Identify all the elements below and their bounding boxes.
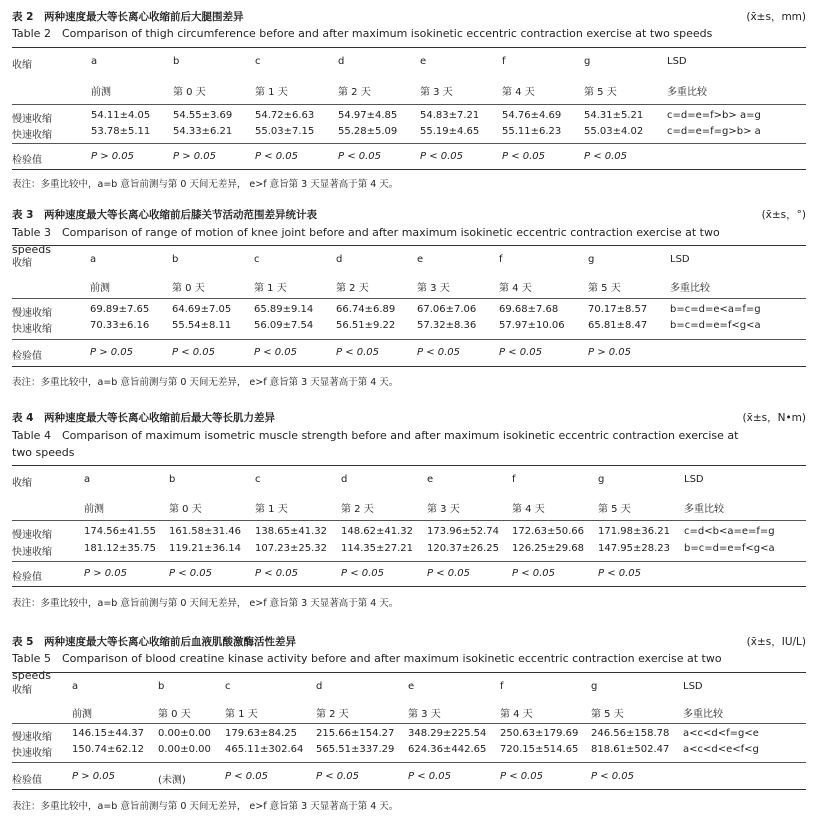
data-cell: 66.74±6.89 [336,304,396,315]
data-cell: 172.63±50.66 [512,526,584,537]
data-cell: 54.76±4.69 [502,110,562,121]
header-cell: e [427,474,434,485]
header-cell: g [591,681,598,692]
data-cell: 174.56±41.55 [84,526,156,537]
subheader-cell: 第 4 天 [502,87,535,98]
test-label: 检验值 [12,351,42,362]
subheader-cell: 前测 [90,283,110,294]
header-cell: c [225,681,231,692]
subheader-cell: 前测 [91,87,111,98]
test-cell: P < 0.05 [500,771,544,782]
table-title-en: Table 5 Comparison of blood creatine kinase activity before and after maximum isokinetic eccentric contraction exercise at two speeds [12,652,722,682]
data-cell: 69.89±7.65 [90,304,150,315]
data-cell: 246.56±158.78 [591,728,670,739]
row-label: 慢速收缩 [12,308,52,319]
data-cell: 119.21±36.14 [169,543,241,554]
table-title-cn: 表 2 两种速度最大等长离心收缩前后大腿围差异 [12,11,244,23]
header-cell: c [255,474,261,485]
header-cell: c [255,56,261,67]
data-cell: 55.54±8.11 [172,320,232,331]
data-cell: c=d=e=f>b> a=g [667,110,761,121]
table-top-rule [12,465,806,466]
data-cell: 65.81±8.47 [588,320,648,331]
data-cell: 720.15±514.65 [500,744,579,755]
subheader-cell: 第 3 天 [427,504,460,515]
table-note: 表注：多重比较中，a=b 意旨前测与第 0 天间无差异， e>f 意旨第 3 天显著高于第 4 天。 [12,801,399,812]
header-rule [12,520,806,521]
table-title-en: Table 4 Comparison of maximum isometric muscle strength before and after maximum isokinetic eccentric contraction exercise at two speeds [12,429,739,459]
header-cell: d [341,474,348,485]
table-title-en: Table 3 Comparison of range of motion of knee joint before and after maximum isokinetic eccentric contraction exercise at two speeds [12,226,720,256]
subheader-cell: 多重比较 [670,283,710,294]
subheader-cell: 第 2 天 [338,87,371,98]
row-label: 快速收缩 [12,547,52,558]
header-cell: a [91,56,98,67]
test-cell: P > 0.05 [72,771,116,782]
subheader-cell: 第 5 天 [584,87,617,98]
test-cell: P > 0.05 [91,151,135,162]
test-cell: P < 0.05 [255,151,299,162]
data-cell: 171.98±36.21 [598,526,670,537]
test-label: 检验值 [12,572,42,583]
data-cell: c=d<b<a=e=f=g [684,526,775,537]
data-cell: 120.37±26.25 [427,543,499,554]
table-unit: (x̄±s，°) [761,209,806,221]
data-cell: 146.15±44.37 [72,728,144,739]
subheader-cell: 第 3 天 [417,283,450,294]
subheader-cell: 前测 [84,504,104,515]
subheader-cell: 第 2 天 [316,709,349,720]
data-cell: 54.83±7.21 [420,110,480,121]
test-cell: P < 0.05 [499,347,543,358]
test-cell: P < 0.05 [417,347,461,358]
table-note: 表注：多重比较中，a=b 意旨前测与第 0 天间无差异， e>f 意旨第 3 天显著高于第 4 天。 [12,377,399,388]
table-title-cn: 表 3 两种速度最大等长离心收缩前后膝关节活动范围差异统计表 [12,209,317,221]
header-cell: LSD [667,56,687,67]
data-cell: 57.97±10.06 [499,320,565,331]
header-cell: 收缩 [12,60,32,71]
data-cell: 69.68±7.68 [499,304,559,315]
test-cell: P < 0.05 [427,568,471,579]
subheader-cell: 第 0 天 [158,709,191,720]
table-bottom-rule [12,366,806,367]
data-cell: 56.51±9.22 [336,320,396,331]
data-cell: 70.17±8.57 [588,304,648,315]
test-cell: P < 0.05 [225,771,269,782]
test-label: 检验值 [12,775,42,786]
data-cell: 54.72±6.63 [255,110,315,121]
subheader-cell: 第 5 天 [598,504,631,515]
data-cell: 173.96±52.74 [427,526,499,537]
table-bottom-rule [12,789,806,790]
header-cell: g [598,474,605,485]
data-cell: 161.58±31.46 [169,526,241,537]
data-cell: 250.63±179.69 [500,728,579,739]
table-top-rule [12,245,806,246]
test-cell: P > 0.05 [84,568,128,579]
data-cell: 565.51±337.29 [316,744,395,755]
header-rule [12,723,806,724]
test-cell: P < 0.05 [169,568,213,579]
data-cell: 70.33±6.16 [90,320,150,331]
data-cell: 147.95±28.23 [598,543,670,554]
subheader-cell: 第 5 天 [591,709,624,720]
table-title-cn: 表 4 两种速度最大等长离心收缩前后最大等长肌力差异 [12,412,275,424]
header-cell: f [500,681,504,692]
subheader-cell: 第 0 天 [173,87,206,98]
data-cell: 114.35±27.21 [341,543,413,554]
header-cell: 收缩 [12,685,32,696]
data-cell: 138.65±41.32 [255,526,327,537]
header-cell: b [172,254,179,265]
table-unit: (x̄±s，IU/L) [746,636,806,648]
table-title-cn: 表 5 两种速度最大等长离心收缩前后血液肌酸激酶活性差异 [12,636,296,648]
header-cell: b [158,681,165,692]
data-cell: 0.00±0.00 [158,728,211,739]
table-title-en: Table 2 Comparison of thigh circumference before and after maximum isokinetic eccentric contraction exercise at two speeds [12,27,713,40]
test-label: 检验值 [12,155,42,166]
test-cell: P < 0.05 [255,568,299,579]
test-cell: P < 0.05 [502,151,546,162]
table-unit: (x̄±s，mm) [746,11,806,23]
data-cell: 57.32±8.36 [417,320,477,331]
table-bottom-rule [12,169,806,170]
header-cell: e [417,254,424,265]
header-cell: f [502,56,506,67]
header-cell: b [169,474,176,485]
table-top-rule [12,672,806,673]
subheader-cell: 第 1 天 [225,709,258,720]
data-cell: 55.03±4.02 [584,126,644,137]
header-rule [12,298,806,299]
data-cell: 54.11±4.05 [91,110,151,121]
subheader-cell: 第 4 天 [512,504,545,515]
subheader-cell: 第 1 天 [254,283,287,294]
test-cell: P < 0.05 [408,771,452,782]
header-cell: d [338,56,345,67]
data-cell: 148.62±41.32 [341,526,413,537]
row-label: 慢速收缩 [12,530,52,541]
header-cell: g [584,56,591,67]
body-rule [12,143,806,144]
row-label: 快速收缩 [12,130,52,141]
subheader-cell: 第 5 天 [588,283,621,294]
data-cell: 107.23±25.32 [255,543,327,554]
data-cell: 126.25±29.68 [512,543,584,554]
data-cell: 56.09±7.54 [254,320,314,331]
data-cell: a<c<d<e<f<g [683,744,759,755]
table-bottom-rule [12,586,806,587]
body-rule [12,339,806,340]
header-cell: b [173,56,180,67]
header-cell: c [254,254,260,265]
test-cell: P < 0.05 [591,771,635,782]
data-cell: 54.55±3.69 [173,110,233,121]
test-cell: P < 0.05 [420,151,464,162]
subheader-cell: 前测 [72,709,92,720]
subheader-cell: 第 3 天 [408,709,441,720]
header-cell: e [420,56,427,67]
subheader-cell: 多重比较 [683,709,723,720]
data-cell: a<c<d<f=g<e [683,728,759,739]
data-cell: 0.00±0.00 [158,744,211,755]
test-cell: P > 0.05 [588,347,632,358]
data-cell: b=c=d=e=f<g<a [670,320,761,331]
test-cell: P < 0.05 [598,568,642,579]
header-cell: g [588,254,595,265]
test-cell: P < 0.05 [336,347,380,358]
row-label: 慢速收缩 [12,114,52,125]
data-cell: 818.61±502.47 [591,744,670,755]
subheader-cell: 第 1 天 [255,504,288,515]
row-label: 快速收缩 [12,324,52,335]
header-cell: 收缩 [12,478,32,489]
data-cell: 181.12±35.75 [84,543,156,554]
table-unit: (x̄±s，N•m) [742,412,806,424]
header-cell: LSD [670,254,690,265]
header-cell: a [90,254,97,265]
subheader-cell: 第 4 天 [499,283,532,294]
table-note: 表注：多重比较中，a=b 意旨前测与第 0 天间无差异， e>f 意旨第 3 天显著高于第 4 天。 [12,598,399,609]
data-cell: 54.31±5.21 [584,110,644,121]
test-cell: P < 0.05 [254,347,298,358]
body-rule [12,561,806,562]
header-rule [12,104,806,105]
data-cell: 67.06±7.06 [417,304,477,315]
test-cell: (未测) [158,775,186,786]
header-cell: d [336,254,343,265]
data-cell: 55.11±6.23 [502,126,562,137]
subheader-cell: 第 0 天 [169,504,202,515]
subheader-cell: 第 4 天 [500,709,533,720]
subheader-cell: 第 2 天 [336,283,369,294]
row-label: 慢速收缩 [12,732,52,743]
data-cell: 150.74±62.12 [72,744,144,755]
table-note: 表注：多重比较中，a=b 意旨前测与第 0 天间无差异， e>f 意旨第 3 天显著高于第 4 天。 [12,179,399,190]
subheader-cell: 第 0 天 [172,283,205,294]
test-cell: P > 0.05 [173,151,217,162]
data-cell: 54.33±6.21 [173,126,233,137]
header-cell: a [84,474,91,485]
subheader-cell: 第 3 天 [420,87,453,98]
row-label: 快速收缩 [12,748,52,759]
data-cell: 55.19±4.65 [420,126,480,137]
header-cell: 收缩 [12,258,32,269]
subheader-cell: 第 2 天 [341,504,374,515]
data-cell: 65.89±9.14 [254,304,314,315]
data-cell: b=c=d=e<a=f=g [670,304,761,315]
test-cell: P < 0.05 [316,771,360,782]
header-cell: f [499,254,503,265]
test-cell: P < 0.05 [512,568,556,579]
test-cell: P > 0.05 [90,347,134,358]
data-cell: 53.78±5.11 [91,126,151,137]
data-cell: c=d=e=f=g>b> a [667,126,761,137]
test-cell: P < 0.05 [341,568,385,579]
table-top-rule [12,47,806,48]
data-cell: 465.11±302.64 [225,744,304,755]
header-cell: f [512,474,516,485]
header-cell: d [316,681,323,692]
header-cell: a [72,681,79,692]
header-cell: LSD [684,474,704,485]
data-cell: 624.36±442.65 [408,744,487,755]
test-cell: P < 0.05 [338,151,382,162]
body-rule [12,762,806,763]
data-cell: 64.69±7.05 [172,304,232,315]
test-cell: P < 0.05 [172,347,216,358]
data-cell: 215.66±154.27 [316,728,395,739]
subheader-cell: 多重比较 [684,504,724,515]
data-cell: 179.63±84.25 [225,728,297,739]
header-cell: LSD [683,681,703,692]
data-cell: 55.03±7.15 [255,126,315,137]
data-cell: b=c=d=e=f<g<a [684,543,775,554]
data-cell: 55.28±5.09 [338,126,398,137]
subheader-cell: 多重比较 [667,87,707,98]
data-cell: 54.97±4.85 [338,110,398,121]
data-cell: 348.29±225.54 [408,728,487,739]
test-cell: P < 0.05 [584,151,628,162]
subheader-cell: 第 1 天 [255,87,288,98]
header-cell: e [408,681,415,692]
